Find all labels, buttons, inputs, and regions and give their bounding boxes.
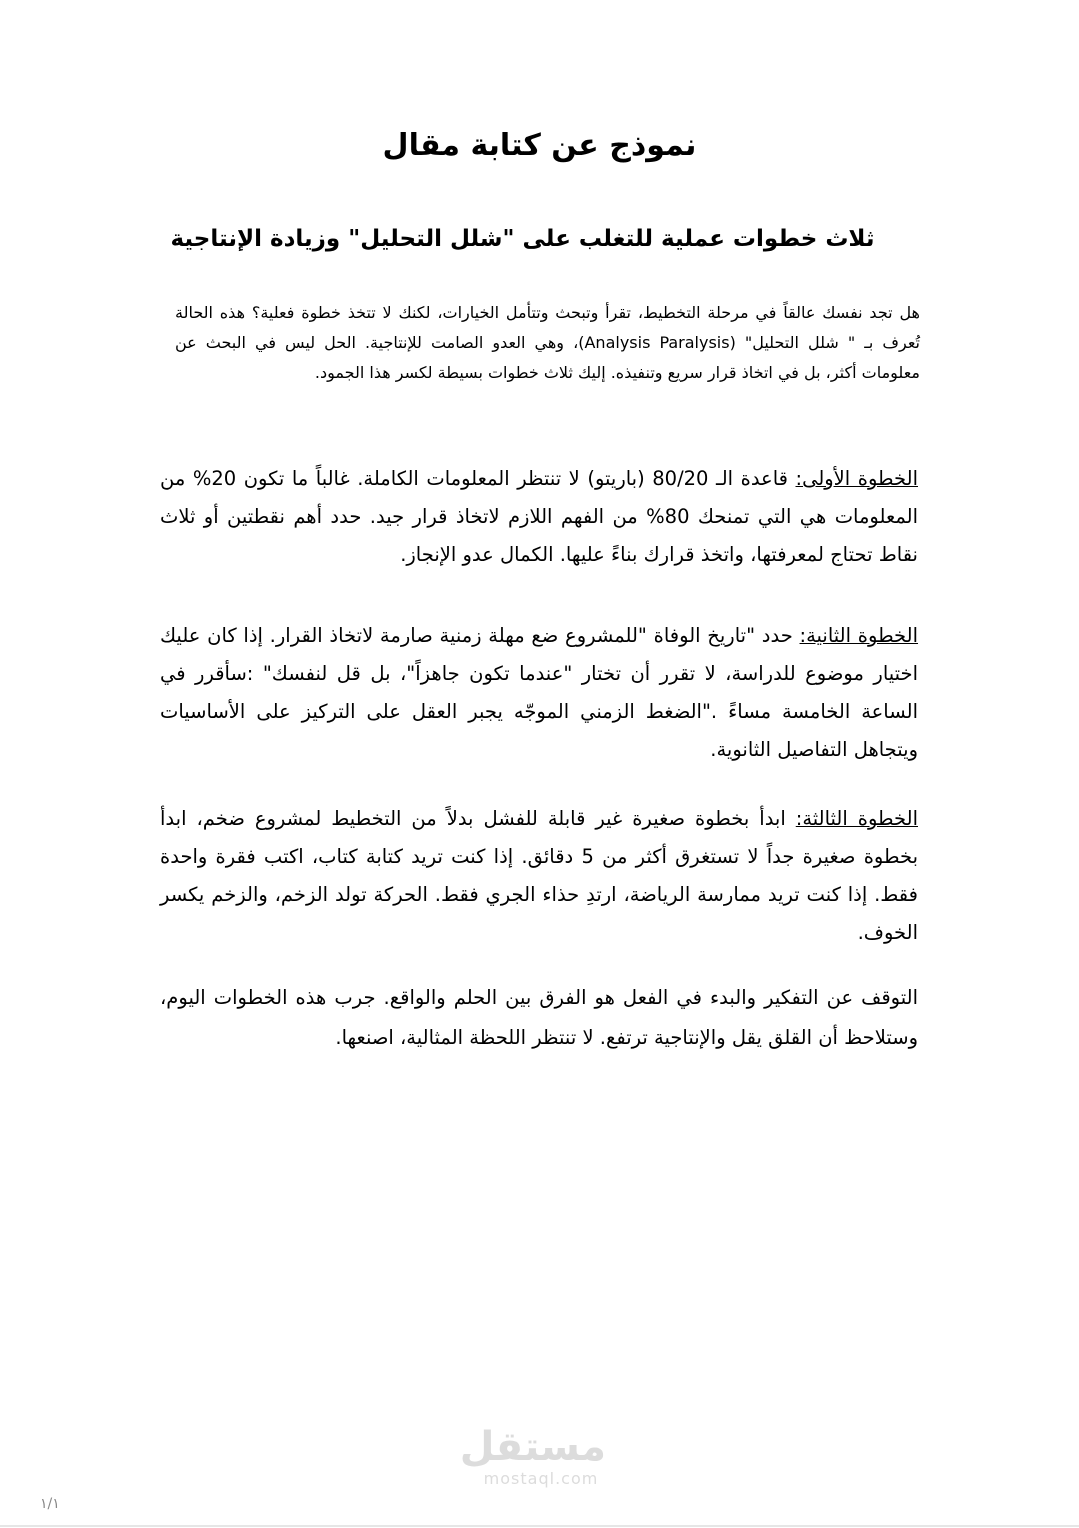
intro-paragraph: هل تجد نفسك عالقاً في مرحلة التخطيط، تقرأ وتبحث وتتأمل الخيارات، لكنك لا تتخذ خطوة فعلية؟ هذه الحالة تُعرف بـ " شلل التحليل" (Analysis Paralysis)، وهي العدو الصامت للإنتاجية. الحل ليس في البحث عن معلومات أكثر، بل في اتخاذ قرار سريع وتنفيذه. إليك ثلاث خطوات بسيطة لكسر هذا الجمود. xyxy=(175,303,921,382)
mostaql-watermark-logo xyxy=(459,1424,606,1492)
page-title: نموذج عن كتابة مقال xyxy=(382,128,697,163)
watermark-logo-arabic: مستقل xyxy=(459,1424,606,1470)
step-one-label: الخطوة الأولى: xyxy=(795,467,918,490)
step-three-paragraph xyxy=(160,800,918,952)
conclusion-paragraph: التوقف عن التفكير والبدء في الفعل هو الفرق بين الحلم والواقع. جرب هذه الخطوات اليوم، وستلاحظ أن القلق يقل والإنتاجية ترتفع. لا تنتظر اللحظة المثالية، اصنعها. xyxy=(160,986,918,1049)
article-subtitle: ثلاث خطوات عملية للتغلب على "شلل التحليل" وزيادة الإنتاجية xyxy=(170,226,875,252)
step-one-text: قاعدة الـ 80/20 (باريتو) لا تنتظر المعلومات الكاملة. غالباً ما تكون 20% من المعلومات هي التي تمنحك 80% من الفهم اللازم لاتخاذ قرار جيد. حدد أهم نقطتين أو ثلاث نقاط تحتاج لمعرفتها، واتخذ قرارك بناءً عليها. الكمال عدو الإنجاز. xyxy=(160,467,919,566)
step-one-paragraph xyxy=(160,460,918,574)
page-bottom-divider xyxy=(0,1525,1079,1527)
page-number: ١/١ xyxy=(40,1496,60,1512)
watermark-logo-url: mostaql.com xyxy=(483,1469,599,1488)
step-two-text: حدد "تاريخ الوفاة "للمشروع ضع مهلة زمنية صارمة لاتخاذ القرار. إذا كان عليك اختيار موضوع للدراسة، لا تقرر أن تختار "عندما تكون جاهزاً"، بل قل لنفسك" :سأقرر في الساعة الخامسة مساءً ."الضغط الزمني الموجّه يجبر العقل على التركيز على الأساسيات ويتجاهل التفاصيل الثانوية. xyxy=(160,624,918,761)
step-three-label: الخطوة الثالثة: xyxy=(795,807,918,830)
step-three-text: ابدأ بخطوة صغيرة غير قابلة للفشل بدلاً من التخطيط لمشروع ضخم، ابدأ بخطوة صغيرة جداً لا تستغرق أكثر من 5 دقائق. إذا كنت تريد كتابة كتاب، اكتب فقرة واحدة فقط. إذا كنت تريد ممارسة الرياضة، ارتدِ حذاء الجري فقط. الحركة تولد الزخم، والزخم يكسر الخوف. xyxy=(160,807,919,944)
step-two-label: الخطوة الثانية: xyxy=(799,624,919,647)
step-two-paragraph xyxy=(160,617,918,769)
